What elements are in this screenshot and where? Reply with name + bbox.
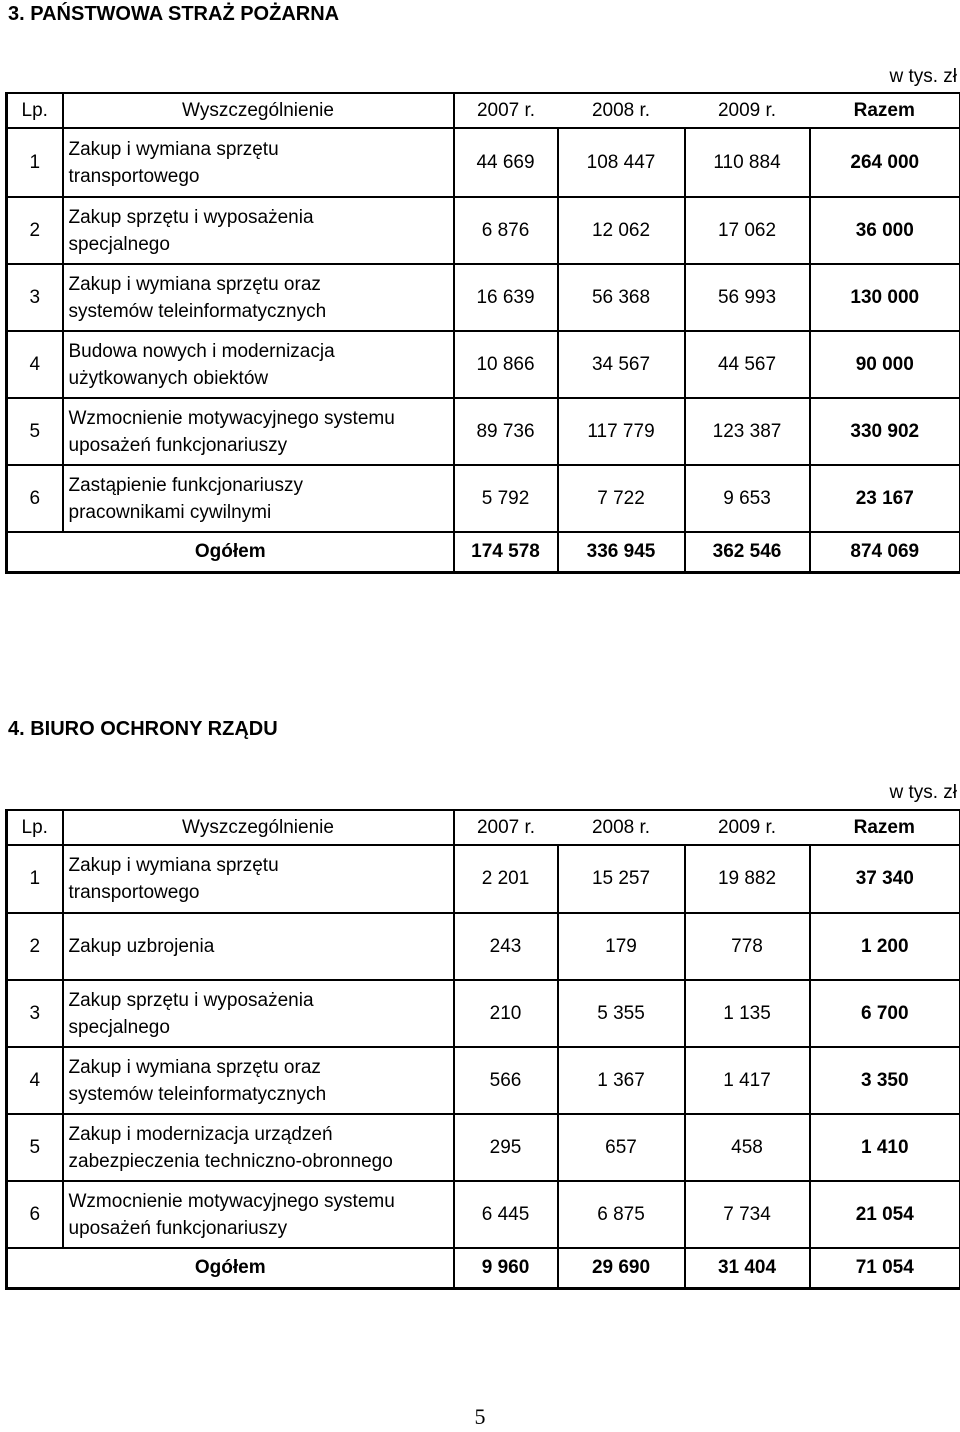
row-description [63,913,454,980]
value-2009: 17 062 [685,197,810,264]
value-total: 6 700 [810,980,960,1047]
value-total: 264 000 [810,128,960,197]
table-row [7,1114,960,1181]
total-2007: 9 960 [454,1248,558,1288]
total-2009: 362 546 [685,532,810,572]
value-2007: 89 736 [454,398,558,465]
value-2007: 243 [454,913,558,980]
description-line: uposażeń funkcjonariuszy [68,434,288,456]
header-2007: 2007 r. [454,810,558,845]
grand-total: 874 069 [810,532,960,572]
value-2007: 210 [454,980,558,1047]
total-2007: 174 578 [454,532,558,572]
totals-label: Ogółem [7,532,454,572]
value-2007: 6 876 [454,197,558,264]
description-line: Zakup i wymiana sprzętu [68,138,279,160]
description-line: Zakup sprzętu i wyposażenia [68,989,314,1011]
value-total: 130 000 [810,264,960,331]
description-line: zabezpieczenia techniczno-obronnego [68,1150,393,1172]
header-2008: 2008 r. [558,93,685,128]
row-number: 1 [7,845,63,913]
budget-table-bor [5,809,960,1290]
table-header-row [7,93,960,128]
value-2007: 2 201 [454,845,558,913]
value-2008: 108 447 [558,128,685,197]
row-description [63,398,454,465]
value-total: 90 000 [810,331,960,398]
budget-table-psp [5,92,960,574]
description-line: Wzmocnienie motywacyjnego systemu [68,1190,395,1212]
row-number: 5 [7,1114,63,1181]
value-2009: 56 993 [685,264,810,331]
header-total: Razem [810,810,960,845]
value-total: 36 000 [810,197,960,264]
row-number: 2 [7,913,63,980]
row-number: 5 [7,398,63,465]
row-description [63,845,454,913]
totals-row [7,532,960,572]
row-number: 6 [7,1181,63,1248]
row-description [63,331,454,398]
table-row [7,465,960,532]
table-row [7,1181,960,1248]
value-2009: 1 135 [685,980,810,1047]
header-2008: 2008 r. [558,810,685,845]
row-number: 4 [7,331,63,398]
header-2009: 2009 r. [685,93,810,128]
row-description [63,264,454,331]
description-line: Zakup i wymiana sprzętu oraz [68,1056,321,1078]
table-row [7,264,960,331]
table-row [7,913,960,980]
row-description [63,465,454,532]
description-line: pracownikami cywilnymi [68,501,272,523]
header-2009: 2009 r. [685,810,810,845]
description-line: Zakup i wymiana sprzętu oraz [68,273,321,295]
value-2009: 778 [685,913,810,980]
row-number: 4 [7,1047,63,1114]
value-2008: 7 722 [558,465,685,532]
description-line: Zakup i modernizacja urządzeń [68,1123,333,1145]
header-total: Razem [810,93,960,128]
description-line: Wzmocnienie motywacyjnego systemu [68,407,395,429]
value-2008: 117 779 [558,398,685,465]
value-total: 330 902 [810,398,960,465]
value-total: 3 350 [810,1047,960,1114]
unit-label: w tys. zł [889,782,957,803]
value-2008: 34 567 [558,331,685,398]
header-lp: Lp. [7,93,63,128]
description-line: systemów teleinformatycznych [68,300,327,322]
description-line: Zakup sprzętu i wyposażenia [68,206,314,228]
page-number: 5 [474,1404,486,1429]
value-2008: 657 [558,1114,685,1181]
table-header-row [7,810,960,845]
row-description [63,980,454,1047]
value-2009: 7 734 [685,1181,810,1248]
value-2008: 6 875 [558,1181,685,1248]
value-total: 23 167 [810,465,960,532]
value-total: 21 054 [810,1181,960,1248]
description-line: specjalnego [68,1016,170,1038]
value-2009: 9 653 [685,465,810,532]
table-row [7,980,960,1047]
total-2008: 336 945 [558,532,685,572]
row-number: 1 [7,128,63,197]
total-2008: 29 690 [558,1248,685,1288]
description-line: Zakup i wymiana sprzętu [68,855,279,876]
totals-label: Ogółem [7,1248,454,1288]
section-title-psp: 3. PAŃSTWOWA STRAŻ POŻARNA [8,3,340,25]
description-line: użytkowanych obiektów [68,367,269,389]
table-row [7,1047,960,1114]
value-total: 1 200 [810,913,960,980]
totals-row [7,1248,960,1288]
value-2008: 56 368 [558,264,685,331]
table-row [7,197,960,264]
value-2008: 12 062 [558,197,685,264]
value-total: 1 410 [810,1114,960,1181]
value-2007: 5 792 [454,465,558,532]
value-2009: 110 884 [685,128,810,197]
table-row [7,845,960,913]
value-2008: 1 367 [558,1047,685,1114]
value-2009: 458 [685,1114,810,1181]
section-title-bor: 4. BIURO OCHRONY RZĄDU [8,718,278,740]
value-2007: 566 [454,1047,558,1114]
header-desc: Wyszczególnienie [63,93,454,128]
description-line: Zastąpienie funkcjonariuszy [68,474,303,496]
description-line: specjalnego [68,233,170,255]
table-row [7,128,960,197]
value-total: 37 340 [810,845,960,913]
row-number: 3 [7,980,63,1047]
value-2007: 10 866 [454,331,558,398]
value-2009: 44 567 [685,331,810,398]
row-description [63,1114,454,1181]
value-2007: 16 639 [454,264,558,331]
value-2007: 44 669 [454,128,558,197]
table-row [7,331,960,398]
row-number: 2 [7,197,63,264]
grand-total: 71 054 [810,1248,960,1288]
header-lp: Lp. [7,810,63,845]
description-line: systemów teleinformatycznych [68,1083,327,1105]
row-number: 3 [7,264,63,331]
unit-label: w tys. zł [889,66,957,87]
value-2008: 5 355 [558,980,685,1047]
description-line: transportowego [68,882,200,903]
description-line: uposażeń funkcjonariuszy [68,1217,288,1239]
header-2007: 2007 r. [454,93,558,128]
value-2007: 295 [454,1114,558,1181]
description-line: Budowa nowych i modernizacja [68,340,335,362]
description-line: transportowego [68,165,200,187]
value-2009: 123 387 [685,398,810,465]
value-2008: 179 [558,913,685,980]
row-description [63,1047,454,1114]
table-row [7,398,960,465]
total-2009: 31 404 [685,1248,810,1288]
value-2008: 15 257 [558,845,685,913]
description-line: Zakup uzbrojenia [68,936,215,957]
header-desc: Wyszczególnienie [63,810,454,845]
value-2009: 19 882 [685,845,810,913]
value-2007: 6 445 [454,1181,558,1248]
value-2009: 1 417 [685,1047,810,1114]
row-description [63,197,454,264]
row-description [63,1181,454,1248]
row-number: 6 [7,465,63,532]
row-description [63,128,454,197]
